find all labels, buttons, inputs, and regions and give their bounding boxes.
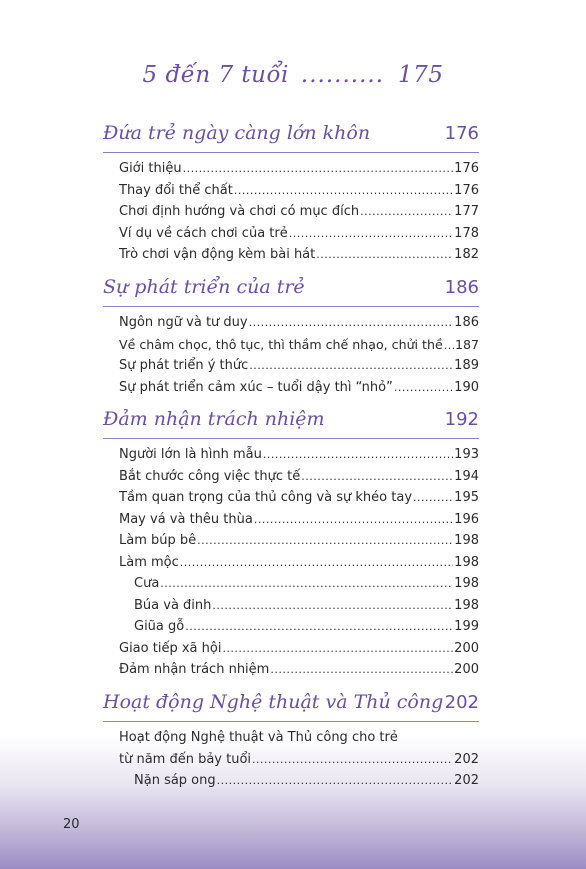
entry-title: May vá và thêu thùa (119, 511, 253, 527)
toc-entry[interactable] (119, 552, 479, 574)
toc-entry[interactable] (119, 334, 479, 356)
toc-entry[interactable] (119, 355, 479, 377)
entry-page: 193 (454, 447, 479, 462)
entry-page: 199 (454, 619, 479, 634)
toc-subentry[interactable] (134, 573, 479, 595)
toc-section-3 (103, 407, 479, 681)
toc-entry[interactable] (119, 223, 479, 245)
entry-page: 198 (454, 533, 479, 548)
toc-section-4 (103, 690, 479, 792)
chapter-dots: .......... (300, 62, 385, 88)
entry-page: 189 (454, 358, 479, 373)
entry-title: Giao tiếp xã hội (119, 640, 222, 656)
entry-page: 202 (454, 751, 479, 767)
page-number: 20 (63, 817, 80, 832)
leader-dots (180, 552, 453, 574)
leader-dots (270, 659, 453, 681)
entry-title: Tầm quan trọng của thủ công và sự khéo tay (119, 490, 413, 505)
toc-entry[interactable] (119, 201, 479, 223)
toc-section-2 (103, 275, 479, 398)
entry-title: Thay đổi thể chất (119, 182, 233, 198)
toc-subentry[interactable] (134, 595, 479, 617)
section-title: Hoạt động Nghệ thuật và Thủ công (103, 691, 444, 713)
chapter-page: 175 (398, 62, 444, 88)
section-page: 176 (444, 123, 479, 144)
toc-entry[interactable] (119, 659, 479, 681)
leader-dots (360, 201, 453, 223)
entry-title: Đảm nhận trách nhiệm (119, 662, 270, 677)
entry-title: Ví dụ về cách chơi của trẻ (119, 225, 288, 241)
entry-title: Nặn sáp ong (134, 773, 216, 788)
entry-page: 182 (454, 247, 479, 262)
entry-page: 198 (454, 597, 479, 613)
entry-page: 176 (454, 182, 479, 198)
entry-page: 196 (454, 511, 479, 527)
entry-page: 194 (454, 468, 479, 484)
toc-subentry[interactable] (134, 616, 479, 638)
entry-page: 198 (454, 576, 479, 591)
entry-title: Người lớn là hình mẫu (119, 447, 262, 462)
leader-dots (316, 244, 453, 266)
section-title: Sự phát triển của trẻ (103, 276, 305, 298)
toc-entry[interactable] (119, 487, 479, 509)
toc-entry[interactable] (119, 158, 479, 180)
leader-dots (301, 466, 453, 488)
toc-entry[interactable] (119, 466, 479, 488)
section-title: Đứa trẻ ngày càng lớn khôn (103, 122, 371, 144)
leader-dots (222, 638, 453, 660)
entry-page: 187 (454, 336, 479, 352)
entry-title: Làm búp bê (119, 533, 197, 548)
leader-dots (212, 595, 453, 617)
toc-subentry[interactable] (134, 770, 479, 792)
toc-entry[interactable] (119, 180, 479, 202)
toc-entry[interactable] (119, 638, 479, 660)
entry-title: Búa và đinh (134, 597, 212, 613)
section-heading[interactable] (103, 407, 479, 431)
toc-entry[interactable] (119, 727, 479, 749)
entry-title: Giới thiệu (119, 161, 182, 176)
section-title: Đảm nhận trách nhiệm (103, 408, 325, 430)
entry-page: 200 (454, 640, 479, 656)
leader-dots (289, 223, 453, 245)
toc-section-1 (103, 121, 479, 266)
leader-dots (249, 312, 454, 334)
entry-page: 177 (454, 204, 479, 219)
entry-title: Về châm chọc, thô tục, thì thầm chế nhạo, chửi thề (119, 336, 443, 352)
leader-dots (444, 335, 454, 357)
toc-entry[interactable] (119, 377, 479, 399)
entry-page: 178 (454, 225, 479, 241)
chapter-heading (0, 62, 586, 88)
leader-dots (160, 573, 453, 595)
entry-title: từ năm đến bảy tuổi (119, 751, 252, 767)
toc-entry[interactable] (119, 444, 479, 466)
entry-title: Sự phát triển ý thức (119, 358, 249, 373)
leader-dots (413, 487, 453, 509)
entry-title: Cưa (134, 576, 160, 591)
leader-dots (249, 355, 453, 377)
toc-entry[interactable] (119, 509, 479, 531)
entry-page: 195 (454, 490, 479, 505)
entry-page: 186 (454, 315, 479, 330)
leader-dots (252, 749, 453, 771)
entry-title: Bắt chước công việc thực tế (119, 468, 301, 484)
entry-page: 200 (454, 662, 479, 677)
section-heading[interactable] (103, 275, 479, 299)
entry-page: 176 (454, 161, 479, 176)
leader-dots (254, 509, 453, 531)
toc-entry[interactable] (119, 312, 479, 334)
entry-title: Sự phát triển cảm xúc – tuổi dậy thì “nhỏ” (119, 379, 393, 395)
leader-dots (217, 770, 454, 792)
leader-dots (183, 158, 454, 180)
entry-page: 190 (454, 379, 479, 395)
section-page: 186 (444, 277, 479, 298)
toc-entry[interactable] (119, 749, 479, 771)
entry-title: Chơi định hướng và chơi có mục đích (119, 204, 360, 219)
section-page: 202 (444, 692, 479, 713)
section-page: 192 (444, 409, 479, 430)
entry-title: Hoạt động Nghệ thuật và Thủ công cho trẻ (119, 730, 398, 745)
entry-title: Ngôn ngữ và tư duy (119, 315, 248, 330)
entry-page: 202 (454, 773, 479, 788)
leader-dots (197, 530, 453, 552)
toc-entry[interactable] (119, 244, 479, 266)
entry-title: Làm mộc (119, 554, 179, 570)
chapter-title: 5 đến 7 tuổi (142, 62, 289, 88)
toc-entry[interactable] (119, 530, 479, 552)
entry-title: Trò chơi vận động kèm bài hát (119, 247, 316, 262)
entry-title: Giũa gỗ (134, 619, 185, 634)
entry-page: 198 (454, 554, 479, 570)
leader-dots (234, 180, 453, 202)
leader-dots (263, 444, 453, 466)
section-heading[interactable] (103, 690, 479, 714)
section-heading[interactable] (103, 121, 479, 145)
leader-dots (185, 616, 453, 638)
leader-dots (394, 377, 453, 399)
